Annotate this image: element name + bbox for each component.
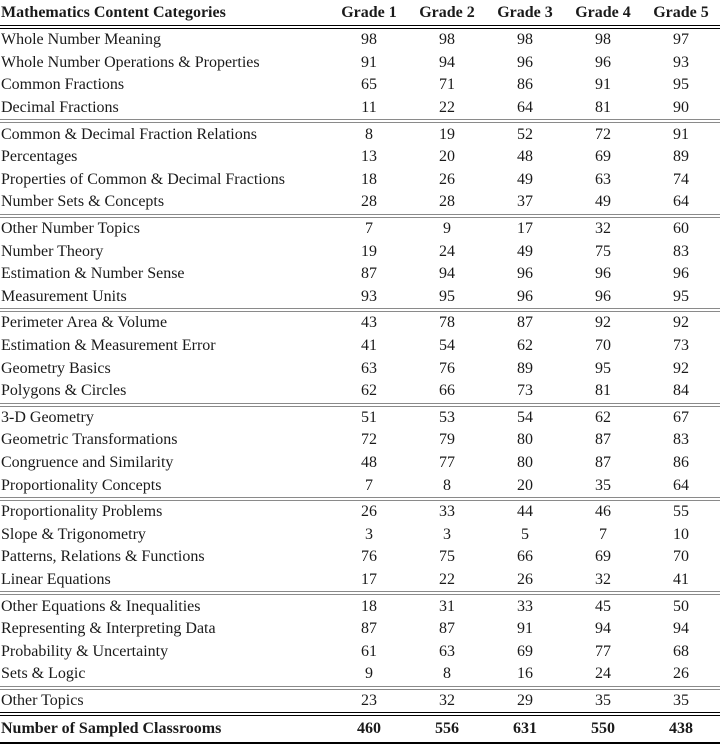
value-cell: 20 (439, 148, 455, 166)
value-cell: 18 (361, 597, 377, 615)
value-cell: 22 (408, 97, 486, 122)
table-row (0, 593, 720, 618)
value-cell: 29 (517, 691, 533, 709)
value-cell: 97 (673, 31, 689, 49)
value-cell: 5 (521, 525, 529, 543)
value-cell: 83 (673, 431, 689, 449)
value-cell: 19 (361, 242, 377, 260)
value-cell: 17 (330, 569, 408, 594)
category-cell: Common Fractions (1, 76, 125, 94)
table-row (0, 429, 720, 452)
value-cell: 96 (595, 265, 611, 283)
value-cell: 32 (439, 691, 455, 709)
value-cell: 20 (486, 474, 564, 499)
category-cell: Estimation & Number Sense (1, 265, 185, 283)
value-cell: 69 (595, 148, 611, 166)
table-row (0, 640, 720, 663)
value-cell: 10 (673, 525, 689, 543)
table-row (0, 97, 720, 122)
value-cell: 65 (361, 76, 377, 94)
value-cell: 22 (408, 569, 486, 594)
value-cell: 71 (439, 76, 455, 94)
value-cell: 96 (673, 265, 689, 283)
table-row (0, 335, 720, 358)
table-row (0, 499, 720, 524)
value-cell: 24 (439, 242, 455, 260)
table-row (0, 121, 720, 146)
value-cell: 37 (486, 191, 564, 216)
value-cell: 91 (673, 125, 689, 143)
table-row (0, 146, 720, 169)
value-cell: 98 (517, 31, 533, 49)
value-cell: 32 (564, 569, 642, 594)
category-cell: Perimeter Area & Volume (1, 314, 168, 332)
value-cell: 87 (439, 620, 455, 638)
category-cell: Whole Number Operations & Properties (1, 53, 260, 71)
table-row (0, 452, 720, 475)
value-cell: 81 (564, 97, 642, 122)
category-cell: Common & Decimal Fraction Relations (1, 125, 257, 143)
value-cell: 95 (408, 286, 486, 311)
value-cell: 8 (365, 125, 373, 143)
value-cell: 94 (439, 265, 455, 283)
table-row (0, 191, 720, 216)
value-cell: 63 (595, 170, 611, 188)
table-row (0, 523, 720, 546)
value-cell: 95 (595, 359, 611, 377)
value-cell: 72 (361, 431, 377, 449)
category-cell: Representing & Interpreting Data (1, 620, 216, 638)
value-cell: 24 (564, 663, 642, 688)
table-row (0, 74, 720, 97)
value-cell: 31 (439, 597, 455, 615)
table-row (0, 405, 720, 430)
value-cell: 75 (439, 548, 455, 566)
value-cell: 8 (408, 663, 486, 688)
category-cell: Geometry Basics (1, 359, 111, 377)
value-cell: 89 (673, 148, 689, 166)
value-cell: 45 (595, 597, 611, 615)
column-header-grade-4: Grade 4 (564, 0, 642, 27)
category-cell: Polygons & Circles (0, 380, 330, 405)
value-cell: 77 (439, 453, 455, 471)
value-cell: 48 (517, 148, 533, 166)
table-row (0, 546, 720, 569)
value-cell: 94 (673, 620, 689, 638)
value-cell: 81 (564, 380, 642, 405)
value-cell: 13 (361, 148, 377, 166)
category-cell: Percentages (1, 148, 78, 166)
value-cell: 61 (361, 642, 377, 660)
value-cell: 80 (517, 453, 533, 471)
value-cell: 26 (642, 663, 720, 688)
value-cell: 26 (361, 503, 377, 521)
table-row (0, 663, 720, 688)
table-row (0, 569, 720, 594)
category-cell: Properties of Common & Decimal Fractions (1, 170, 285, 188)
value-cell: 77 (595, 642, 611, 660)
category-cell: Other Number Topics (1, 220, 140, 238)
value-cell: 9 (443, 220, 451, 238)
value-cell: 64 (642, 191, 720, 216)
value-cell: 96 (486, 286, 564, 311)
value-cell: 46 (595, 503, 611, 521)
value-cell: 51 (361, 408, 377, 426)
footer-label: Number of Sampled Classrooms (0, 714, 330, 743)
category-cell: Patterns, Relations & Functions (1, 548, 205, 566)
value-cell: 17 (517, 220, 533, 238)
column-header-grade-1: Grade 1 (330, 0, 408, 27)
value-cell: 92 (595, 314, 611, 332)
value-cell: 73 (486, 380, 564, 405)
value-cell: 49 (517, 242, 533, 260)
value-cell: 89 (517, 359, 533, 377)
table-footer (0, 714, 720, 743)
value-cell: 26 (486, 569, 564, 594)
value-cell: 87 (595, 453, 611, 471)
value-cell: 35 (564, 474, 642, 499)
value-cell: 53 (439, 408, 455, 426)
value-cell: 96 (564, 286, 642, 311)
table-row (0, 286, 720, 311)
footer-value-grade-1: 460 (330, 714, 408, 743)
value-cell: 7 (599, 525, 607, 543)
category-cell: Sets & Logic (0, 663, 330, 688)
value-cell: 79 (439, 431, 455, 449)
value-cell: 86 (517, 76, 533, 94)
value-cell: 83 (673, 242, 689, 260)
value-cell: 91 (517, 620, 533, 638)
value-cell: 54 (439, 337, 455, 355)
value-cell: 62 (330, 380, 408, 405)
value-cell: 87 (361, 620, 377, 638)
value-cell: 43 (361, 314, 377, 332)
value-cell: 96 (517, 265, 533, 283)
column-header-categories: Mathematics Content Categories (0, 0, 330, 27)
category-cell: Number Sets & Concepts (0, 191, 330, 216)
value-cell: 98 (361, 31, 377, 49)
table-row (0, 263, 720, 286)
value-cell: 48 (361, 453, 377, 471)
footer-row (0, 714, 720, 743)
value-cell: 62 (517, 337, 533, 355)
value-cell: 54 (517, 408, 533, 426)
value-cell: 94 (595, 620, 611, 638)
category-cell: Slope & Trigonometry (1, 525, 146, 543)
value-cell: 35 (673, 691, 689, 709)
column-header-grade-2: Grade 2 (408, 0, 486, 27)
value-cell: 44 (517, 503, 533, 521)
table-row (0, 380, 720, 405)
value-cell: 87 (361, 265, 377, 283)
category-cell: Geometric Transformations (1, 431, 178, 449)
value-cell: 78 (439, 314, 455, 332)
value-cell: 74 (673, 170, 689, 188)
category-cell: Linear Equations (0, 569, 330, 594)
category-cell: Number Theory (1, 242, 104, 260)
category-cell: Other Topics (1, 691, 84, 709)
value-cell: 84 (642, 380, 720, 405)
table-row (0, 688, 720, 715)
value-cell: 16 (486, 663, 564, 688)
value-cell: 66 (408, 380, 486, 405)
value-cell: 76 (439, 359, 455, 377)
value-cell: 64 (486, 97, 564, 122)
value-cell: 33 (439, 503, 455, 521)
value-cell: 23 (361, 691, 377, 709)
table-row (0, 240, 720, 263)
category-cell: Whole Number Meaning (1, 31, 161, 49)
value-cell: 96 (517, 53, 533, 71)
value-cell: 66 (517, 548, 533, 566)
footer-value-grade-4: 550 (564, 714, 642, 743)
value-cell: 8 (408, 474, 486, 499)
header-row (0, 0, 720, 27)
value-cell: 52 (517, 125, 533, 143)
value-cell: 98 (595, 31, 611, 49)
value-cell: 19 (439, 125, 455, 143)
value-cell: 87 (595, 431, 611, 449)
column-header-grade-3: Grade 3 (486, 0, 564, 27)
value-cell: 95 (642, 286, 720, 311)
value-cell: 28 (330, 191, 408, 216)
value-cell: 7 (330, 474, 408, 499)
value-cell: 70 (595, 337, 611, 355)
table-row (0, 618, 720, 641)
value-cell: 76 (361, 548, 377, 566)
value-cell: 96 (595, 53, 611, 71)
value-cell: 92 (673, 359, 689, 377)
table-row (0, 216, 720, 241)
value-cell: 91 (361, 53, 377, 71)
value-cell: 95 (673, 76, 689, 94)
value-cell: 90 (642, 97, 720, 122)
value-cell: 32 (595, 220, 611, 238)
table-header (0, 0, 720, 27)
table-row (0, 474, 720, 499)
category-cell: Proportionality Problems (1, 503, 163, 521)
value-cell: 41 (361, 337, 377, 355)
value-cell: 7 (365, 220, 373, 238)
table-body (0, 27, 720, 714)
table-row (0, 27, 720, 52)
value-cell: 35 (595, 691, 611, 709)
value-cell: 9 (330, 663, 408, 688)
value-cell: 70 (673, 548, 689, 566)
value-cell: 98 (439, 31, 455, 49)
value-cell: 94 (439, 53, 455, 71)
column-header-grade-5: Grade 5 (642, 0, 720, 27)
value-cell: 67 (673, 408, 689, 426)
value-cell: 87 (517, 314, 533, 332)
table-row (0, 52, 720, 75)
table-row (0, 310, 720, 335)
value-cell: 62 (595, 408, 611, 426)
value-cell: 91 (595, 76, 611, 94)
category-cell: Measurement Units (0, 286, 330, 311)
value-cell: 3 (365, 525, 373, 543)
footer-value-grade-5: 438 (642, 714, 720, 743)
value-cell: 72 (595, 125, 611, 143)
value-cell: 41 (642, 569, 720, 594)
category-cell: Decimal Fractions (0, 97, 330, 122)
value-cell: 63 (361, 359, 377, 377)
value-cell: 18 (361, 170, 377, 188)
value-cell: 55 (673, 503, 689, 521)
value-cell: 93 (673, 53, 689, 71)
value-cell: 93 (330, 286, 408, 311)
value-cell: 69 (595, 548, 611, 566)
category-cell: Proportionality Concepts (0, 474, 330, 499)
category-cell: Probability & Uncertainty (1, 642, 169, 660)
table-row (0, 169, 720, 192)
value-cell: 73 (673, 337, 689, 355)
value-cell: 49 (517, 170, 533, 188)
value-cell: 33 (517, 597, 533, 615)
value-cell: 92 (673, 314, 689, 332)
value-cell: 68 (673, 642, 689, 660)
category-cell: Estimation & Measurement Error (1, 337, 216, 355)
value-cell: 60 (673, 220, 689, 238)
category-cell: Other Equations & Inequalities (1, 597, 201, 615)
value-cell: 63 (439, 642, 455, 660)
footer-value-grade-2: 556 (408, 714, 486, 743)
value-cell: 28 (408, 191, 486, 216)
footer-value-grade-3: 631 (486, 714, 564, 743)
table-row (0, 357, 720, 380)
value-cell: 80 (517, 431, 533, 449)
value-cell: 75 (595, 242, 611, 260)
category-cell: Congruence and Similarity (1, 453, 174, 471)
value-cell: 49 (564, 191, 642, 216)
value-cell: 50 (673, 597, 689, 615)
value-cell: 64 (642, 474, 720, 499)
value-cell: 11 (330, 97, 408, 122)
value-cell: 69 (517, 642, 533, 660)
category-cell: 3-D Geometry (1, 408, 94, 426)
value-cell: 86 (673, 453, 689, 471)
value-cell: 3 (443, 525, 451, 543)
value-cell: 26 (439, 170, 455, 188)
